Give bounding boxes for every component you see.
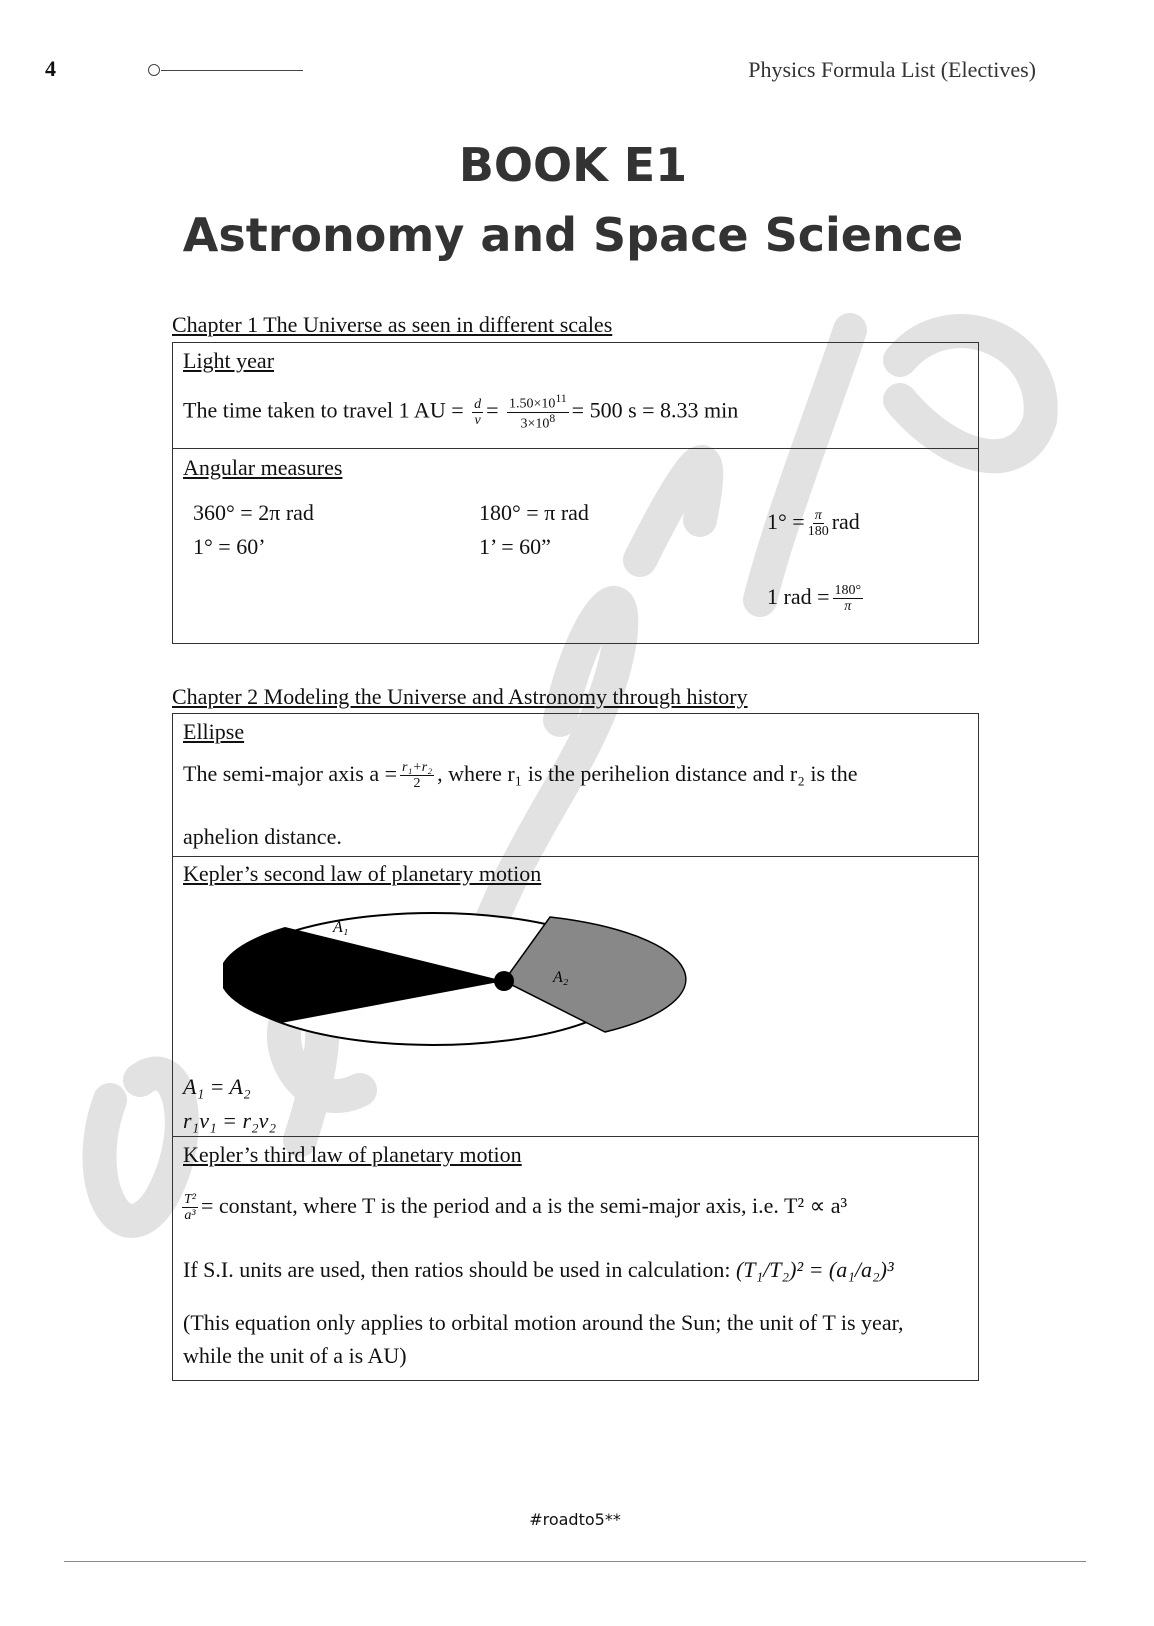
kepler3-formula: $\frac{\text{T²}}{\text{a³}}$ = constant, where T is the period and a is the semi-major axis, i.e. T² ∝ a³ [184,1192,848,1224]
footer-tag: #roadto5** [529,1510,621,1529]
kepler3-ratio: If S.I. units are used, then ratios should be used in calculation: (T₁/T₂)² = (a₁/a₂)³ [183,1257,894,1282]
sun-icon [494,971,514,991]
kepler3-note: (This equation only applies to orbital motion around the Sun; the unit of T is year, [183,1310,904,1335]
formula: A₁ = A₂ [183,1074,251,1099]
svg-text:A₁: A₁ [333,919,349,936]
header-circle-icon [148,64,160,76]
chapter2-table [172,713,979,1381]
book-title: BOOK E1 [458,138,688,192]
kepler3-label: Kepler’s third law of planetary motion [183,1142,522,1167]
page-number: 4 [45,56,56,81]
formula: 1° = 60’ [193,534,266,559]
formula: 1’ = 60” [479,534,551,559]
chapter2-heading: Chapter 2 Modeling the Universe and Astronomy through history [172,684,748,709]
ellipse-label: Ellipse [183,719,245,744]
formula: r₁v₁ = r₂v₂ [183,1108,277,1133]
ellipse-formula: The semi-major axis a = $\frac{\text{r₁+r₂}}{2}$ , where r₁ is the perihelion distance and r₂ is the [183,760,858,792]
ellipse-text: aphelion distance. [183,824,342,849]
formula: 360° = 2π rad [193,500,314,525]
formula: 1° = $\frac{\pi}{180}$ rad [767,508,860,540]
light-year-formula: The time taken to travel 1 AU = $\frac{d}{v}$ = $\frac{1.50\times 10^{11}}{3\times 10^8}$ = 500 s = 8.33 min [183,392,739,432]
book-subtitle: Astronomy and Space Science [182,208,964,262]
kepler-ellipse-diagram [223,904,823,1054]
footer-rule [64,1561,1086,1562]
formula: 180° = π rad [479,500,589,525]
angular-label: Angular measures [183,455,343,480]
chapter1-heading: Chapter 1 The Universe as seen in different scales [172,312,613,337]
light-year-label: Light year [183,348,275,373]
chapter1-table [172,342,979,644]
formula: 1 rad = $\frac{180^\circ}{\pi}$ [767,583,862,615]
kepler2-label: Kepler’s second law of planetary motion [183,861,542,886]
kepler3-note: while the unit of a is AU) [183,1343,407,1368]
header-title: Physics Formula List (Electives) [748,57,1036,82]
svg-text:A₂: A₂ [553,969,569,986]
header-rule [161,70,303,71]
